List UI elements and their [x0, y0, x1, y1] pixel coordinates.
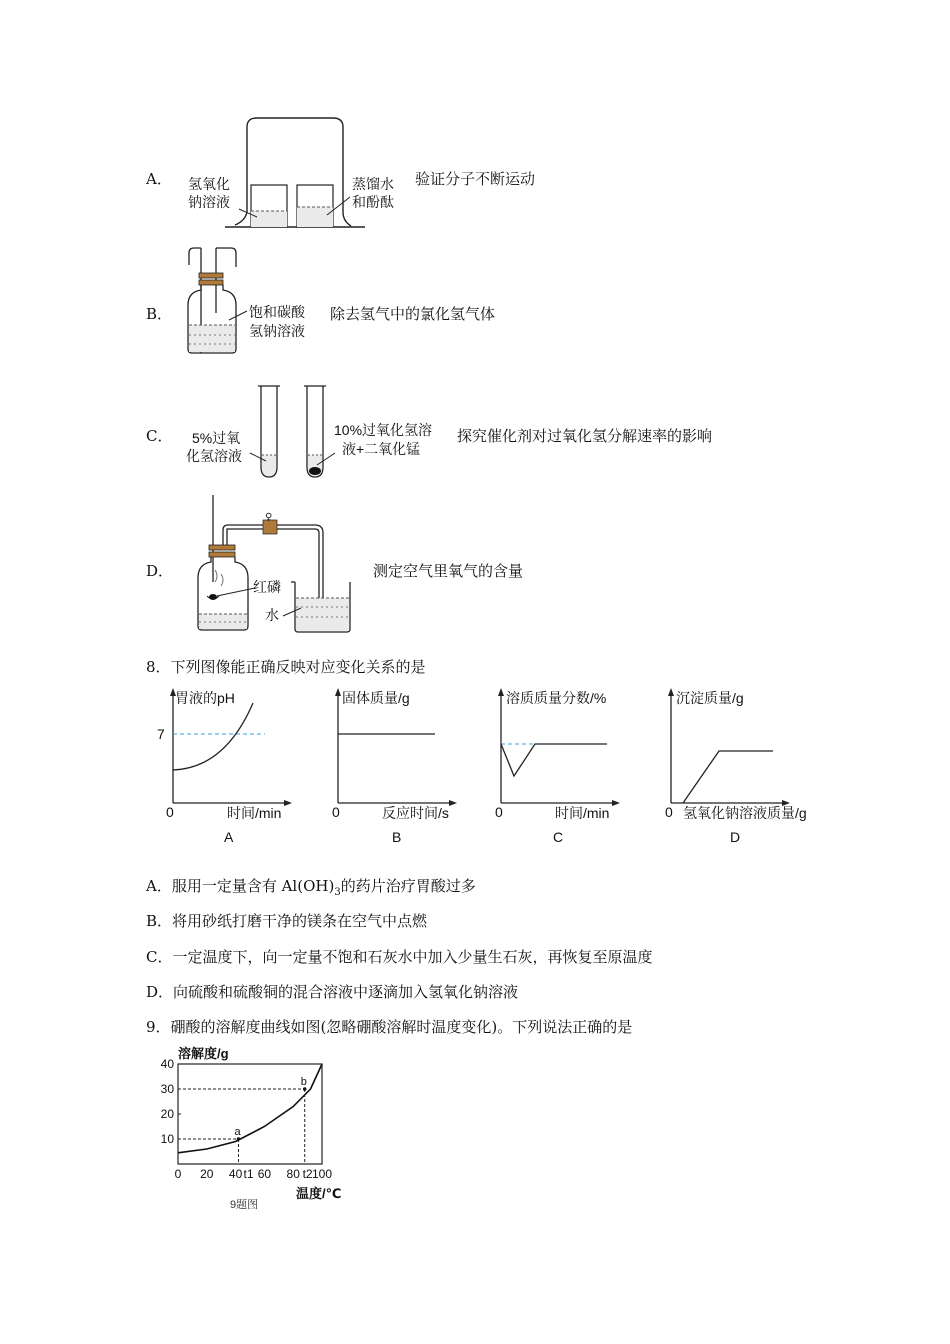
- q9-solubility-chart: [150, 1046, 360, 1211]
- label-h2o2-10-2: 液+二氧化锰: [342, 441, 421, 457]
- label-nahco3-2: 氢钠溶液: [249, 323, 305, 339]
- graph-a-letter: A: [224, 829, 234, 845]
- label-water-2: 和酚酞: [352, 194, 394, 210]
- q8-choice-b: B．将用砂纸打磨干净的镁条在空气中点燃: [146, 912, 428, 930]
- graph-b-letter: B: [392, 829, 402, 845]
- q8-choice-a-post: 的药片治疗胃酸过多: [340, 877, 476, 895]
- q9-ytick-label: 10: [160, 1132, 174, 1146]
- graph-b-ylabel: 固体质量/g: [342, 690, 410, 706]
- graph-b-origin: 0: [332, 804, 340, 820]
- option-a-letter: A．: [146, 170, 172, 188]
- q9-xtick-label: 40: [228, 1167, 243, 1181]
- q8-choice-a-pre: A．服用一定量含有 Al(OH): [146, 877, 335, 895]
- label-nahco3-1: 饱和碳酸: [249, 304, 305, 320]
- graph-c-origin: 0: [495, 804, 503, 820]
- q9-point-label: b: [300, 1076, 307, 1088]
- q9-question: 9．硼酸的溶解度曲线如图(忽略硼酸溶解时温度变化)。下列说法正确的是: [146, 1018, 633, 1036]
- option-d-desc: 测定空气里氧气的含量: [373, 562, 524, 580]
- q9-ytick-label: 30: [160, 1082, 174, 1096]
- q9-ytick-label: 40: [160, 1057, 174, 1071]
- q8-choice-a-sub: 3: [334, 887, 341, 898]
- graph-d-origin: 0: [665, 804, 673, 820]
- q9-ylabel: 溶解度/g: [178, 1046, 229, 1061]
- label-naoh-1: 氢氧化: [188, 176, 230, 192]
- graph-d-xlabel: 氢氧化钠溶液质量/g: [683, 805, 807, 821]
- q9-xtick-label: 20: [200, 1167, 214, 1181]
- graph-c-ylabel: 溶质质量分数/%: [506, 690, 607, 706]
- q9-xtick-label: 0: [174, 1167, 182, 1181]
- option-b-desc: 除去氢气中的氯化氢气体: [330, 305, 496, 323]
- q9-point-label: a: [234, 1126, 241, 1138]
- graph-b-xlabel: 反应时间/s: [382, 805, 449, 821]
- option-c-letter: C．: [146, 427, 173, 445]
- option-d-letter: D．: [146, 562, 174, 580]
- label-naoh-2: 钠溶液: [188, 194, 230, 210]
- q8-choice-d: D．向硫酸和硫酸铜的混合溶液中逐滴加入氢氧化钠溶液: [146, 983, 519, 1001]
- graph-c-xlabel: 时间/min: [555, 805, 610, 821]
- q8-choice-c: C．一定温度下，向一定量不饱和石灰水中加入少量生石灰，再恢复至原温度: [146, 948, 653, 966]
- label-water-1: 蒸馏水: [352, 176, 394, 192]
- graph-c-letter: C: [553, 829, 564, 845]
- label-h2o2-5-1: 5%过氧: [192, 430, 241, 446]
- apparatus-c-test-tubes: [255, 383, 335, 483]
- apparatus-b-gas-bottle: [185, 245, 255, 357]
- apparatus-a-bell-jar: [225, 115, 365, 233]
- option-c-desc: 探究催化剂对过氧化氢分解速率的影响: [457, 427, 713, 445]
- label-water: 水: [265, 607, 279, 623]
- graph-a-origin: 0: [166, 804, 174, 820]
- graph-a-xlabel: 时间/min: [227, 805, 282, 821]
- q9-ytick-label: 20: [160, 1107, 174, 1121]
- q9-xtick-label: 60: [257, 1167, 272, 1181]
- option-a-desc: 验证分子不断运动: [415, 170, 536, 188]
- label-h2o2-10-1: 10%过氧化氢溶: [334, 422, 433, 438]
- q9-xtick-label: 100: [311, 1167, 333, 1181]
- option-b-letter: B．: [146, 305, 173, 323]
- graph-a-ylabel: 胃液的pH: [175, 690, 235, 706]
- q9-xtick-label: t2: [302, 1167, 313, 1181]
- q9-xtick-label: t1: [243, 1167, 254, 1181]
- graph-d-letter: D: [730, 829, 741, 845]
- q8-choice-a: [146, 877, 476, 902]
- q8-question: 8．下列图像能正确反映对应变化关系的是: [146, 658, 426, 676]
- label-phosphorus: 红磷: [253, 579, 281, 595]
- label-h2o2-5-2: 化氢溶液: [186, 448, 242, 464]
- q9-xlabel: 温度/℃: [296, 1186, 342, 1201]
- q9-xtick-label: 80: [286, 1167, 300, 1181]
- graph-a-mark: 7: [157, 726, 165, 742]
- q9-caption: 9题图: [230, 1199, 259, 1211]
- svg-text:♀: ♀: [265, 512, 273, 523]
- graph-d-ylabel: 沉淀质量/g: [676, 690, 744, 706]
